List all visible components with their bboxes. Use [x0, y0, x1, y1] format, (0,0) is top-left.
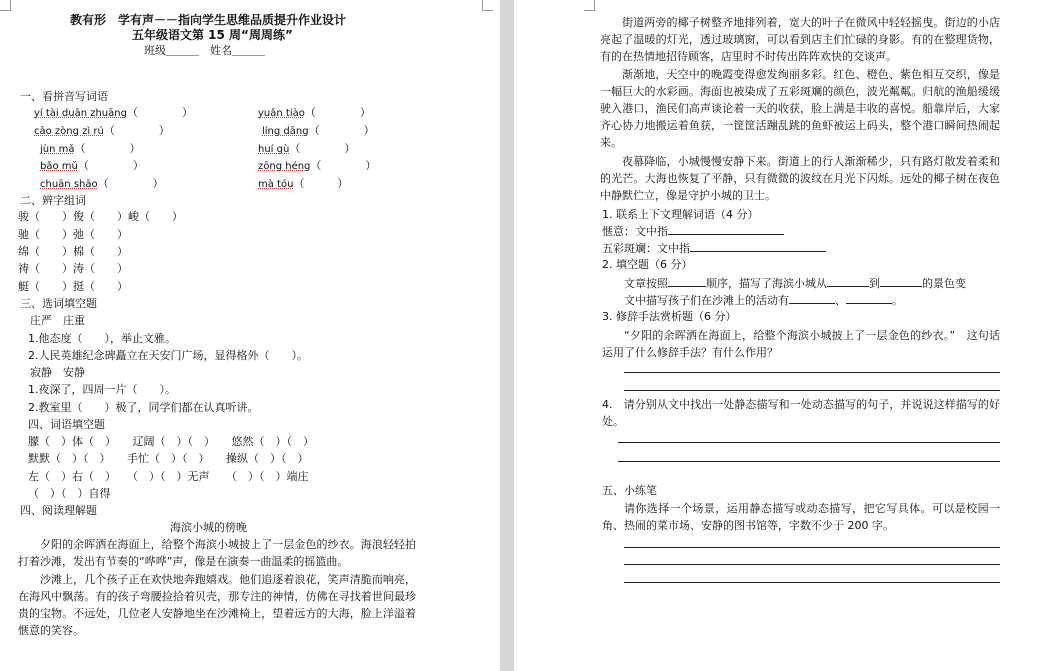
answer-line: [618, 442, 1000, 443]
word-group-row: 祷（ ）涛（ ）: [18, 262, 128, 275]
question-text: [624, 276, 966, 291]
question-text: [602, 224, 784, 239]
idiom-row: 朦（ ）体（ ） 辽阔（ ）（ ） 悠然（ ）（ ）: [28, 435, 314, 448]
section-heading: 二、辨字组词: [20, 194, 86, 207]
answer-line: [624, 582, 1000, 583]
section-heading: 四、阅读理解题: [20, 504, 97, 517]
crop-mark: [584, 0, 595, 11]
word-choices: 寂静 安静: [30, 366, 85, 379]
answer-blank: （ ）: [97, 177, 164, 190]
document-page-left: [0, 0, 500, 671]
pinyin-text: yí tài duān zhuāng: [34, 108, 127, 119]
answer-blank: （ ）: [304, 106, 371, 119]
question-prompt: 文章按照: [624, 277, 668, 290]
answer-blank: （ ）: [289, 142, 356, 155]
section-heading: 三、选词填空题: [20, 297, 97, 310]
answer-blank-line: [827, 276, 869, 287]
question-text: [624, 293, 903, 308]
answer-line: [624, 564, 1000, 565]
answer-blank: （ ）: [126, 106, 193, 119]
pinyin-text: líng dāng: [262, 126, 309, 137]
article-paragraph: 夕阳的余晖洒在海面上，给整个海滨小城披上了一层金色的纱衣。海浪轻轻拍打着沙滩，发出有节奏的“哗哗”声，像是在演奏一曲温柔的摇篮曲。: [18, 538, 416, 568]
word-group-row: 驰（ ）弛（ ）: [18, 228, 128, 241]
answer-blank: （ ）: [103, 124, 170, 137]
word-group-row: 艇（ ）挺（ ）: [18, 280, 128, 293]
answer-blank-line: [789, 293, 835, 304]
answer-blank: （ ）: [293, 177, 349, 190]
answer-blank-line: [846, 293, 892, 304]
answer-line: [624, 390, 1000, 391]
question-text: 1.夜深了，四周一片（ ）。: [28, 383, 176, 396]
question-text: 2.人民英雄纪念碑矗立在天安门广场，显得格外（ ）。: [28, 349, 308, 362]
pinyin-text: chuān shāo: [40, 179, 98, 190]
article-paragraph: 夜幕降临，小城慢慢安静下来。街道上的行人渐渐稀少，只有路灯散发着柔和的光芒。大海也恢复了平静，只有微微的波纹在月光下闪烁。远处的椰子树在夜色中静默伫立，像是守护小城的卫士。: [600, 155, 1000, 202]
answer-blank: （ ）: [310, 159, 377, 172]
question-prompt: 文中描写孩子们在沙滩上的活动有: [624, 294, 789, 307]
page-gutter: [500, 0, 514, 671]
pinyin-text: huí gù: [258, 144, 290, 155]
article-paragraph: 渐渐地，天空中的晚霞变得愈发绚丽多彩。红色、橙色、紫色相互交织，像是一幅巨大的水彩画。海面也被染成了五彩斑斓的颜色，波光粼粼。归航的渔船缓缓驶入港口，渔民们高声谈论着一天的收获，脸上满是丰收的喜悦。船靠岸后，大家齐心协力地搬运着鱼获，一筐筐活蹦乱跳的鱼虾被运上码头，整个港口瞬间热闹起来。: [600, 68, 1000, 149]
answer-blank: （ ）: [74, 142, 141, 155]
answer-blank-line: [880, 276, 922, 287]
word-group-row: 骏（ ）俊（ ）峻（ ）: [18, 210, 183, 223]
question-text: 1.他态度（ ），举止文雅。: [28, 332, 176, 345]
answer-line: [624, 547, 1000, 548]
question-prompt: 顺序，描写了海滨小城从: [706, 277, 827, 290]
pinyin-item: [258, 177, 348, 192]
article-paragraph: 街道两旁的椰子树整齐地排列着，宽大的叶子在微风中轻轻摇曳。街边的小店亮起了温暖的灯光，透过玻璃窗，可以看到店主们忙碌的身影。有的在整理货物，有的在热情地招待顾客，店里时不时传出阵阵欢快的交谈声。: [600, 16, 1000, 63]
pinyin-item: [258, 106, 371, 121]
question-text: [602, 241, 826, 256]
question-text: “夕阳的余晖洒在海面上，给整个海滨小城披上了一层金色的纱衣。” 这句话运用了什么修辞手法？有什么作用？: [602, 329, 1000, 359]
section-heading: 一、看拼音写词语: [20, 90, 108, 103]
pinyin-text: zōng héng: [258, 161, 311, 172]
writing-prompt: 请你选择一个场景，运用静态描写或动态描写，把它写具体。可以是校园一角、热闹的菜市场、安静的图书馆等，字数不少于 200 字。: [602, 502, 1000, 532]
question-heading: 1. 联系上下文理解词语（4 分）: [602, 208, 759, 221]
answer-line: [618, 461, 1000, 462]
idiom-row: 左（ ）右（ ） （ ）（ ）无声 （ ）（ ）端庄: [28, 470, 309, 483]
pinyin-item: [34, 124, 170, 139]
pinyin-item: [40, 142, 141, 157]
class-name-line: 班级＿＿＿ 姓名＿＿＿: [144, 44, 265, 57]
word-choices: 庄严 庄重: [30, 314, 85, 327]
question-prompt: 的景色变: [922, 277, 966, 290]
section-heading: 五、小练笔: [602, 484, 657, 497]
worksheet-title: 教有形 学有声－－指向学生思维品质提升作业设计: [70, 13, 347, 27]
pinyin-item: [40, 159, 144, 174]
pinyin-item: [40, 177, 164, 192]
question-heading: 2. 填空题（6 分）: [602, 258, 693, 271]
pinyin-text: bǎo mǔ: [40, 161, 78, 172]
crop-mark: [0, 0, 11, 11]
answer-blank-line: [668, 224, 784, 235]
answer-blank: （ ）: [308, 124, 375, 137]
answer-blank: （ ）: [77, 159, 144, 172]
document-page-right: [514, 0, 1043, 671]
question-text: 4. 请分别从文中找出一处静态描写和一处动态描写的句子，并说说这样描写的好处。: [602, 398, 1000, 428]
pinyin-item: [262, 124, 375, 139]
question-prompt: 五彩斑斓：文中指: [602, 242, 690, 255]
question-prompt: 。: [892, 294, 903, 307]
word-group-row: 绵（ ）棉（ ）: [18, 245, 128, 258]
pinyin-text: cāo zòng zì rú: [34, 126, 104, 137]
question-prompt: 到: [869, 277, 880, 290]
worksheet-subtitle: 五年级语文第 15 周“周周练”: [132, 28, 293, 42]
answer-line: [624, 372, 1000, 373]
answer-blank-line: [690, 241, 826, 252]
question-prompt: 惬意：文中指: [602, 225, 668, 238]
article-paragraph: 沙滩上，几个孩子正在欢快地奔跑嬉戏。他们追逐着浪花，笑声清脆而响亮，在海风中飘荡。有的孩子弯腰捡拾着贝壳，那专注的神情，仿佛在寻找着世间最珍贵的宝物。不远处，几位老人安静地坐在沙滩椅上，望着远方的大海，脸上洋溢着惬意的笑容。: [18, 573, 416, 637]
pinyin-text: yuǎn tiào: [258, 108, 305, 119]
question-text: 2.教室里（ ）极了，同学们都在认真听讲。: [28, 401, 259, 414]
question-prompt: 、: [835, 294, 846, 307]
section-heading: 四、词语填空题: [28, 418, 105, 431]
article-title: 海滨小城的傍晚: [170, 521, 247, 534]
crop-mark: [482, 0, 493, 11]
question-heading: 3. 修辞手法赏析题（6 分）: [602, 310, 737, 323]
answer-blank-line: [668, 276, 706, 287]
idiom-row: 默默（ ）（ ） 手忙（ ）（ ） 操纵（ ）（ ）: [28, 452, 309, 465]
pinyin-item: [34, 106, 193, 121]
pinyin-text: jùn mǎ: [40, 144, 75, 155]
pinyin-item: [258, 142, 355, 157]
pinyin-text: mà tóu: [258, 179, 294, 190]
pinyin-item: [258, 159, 376, 174]
idiom-row: （ ）（ ）自得: [28, 487, 111, 500]
